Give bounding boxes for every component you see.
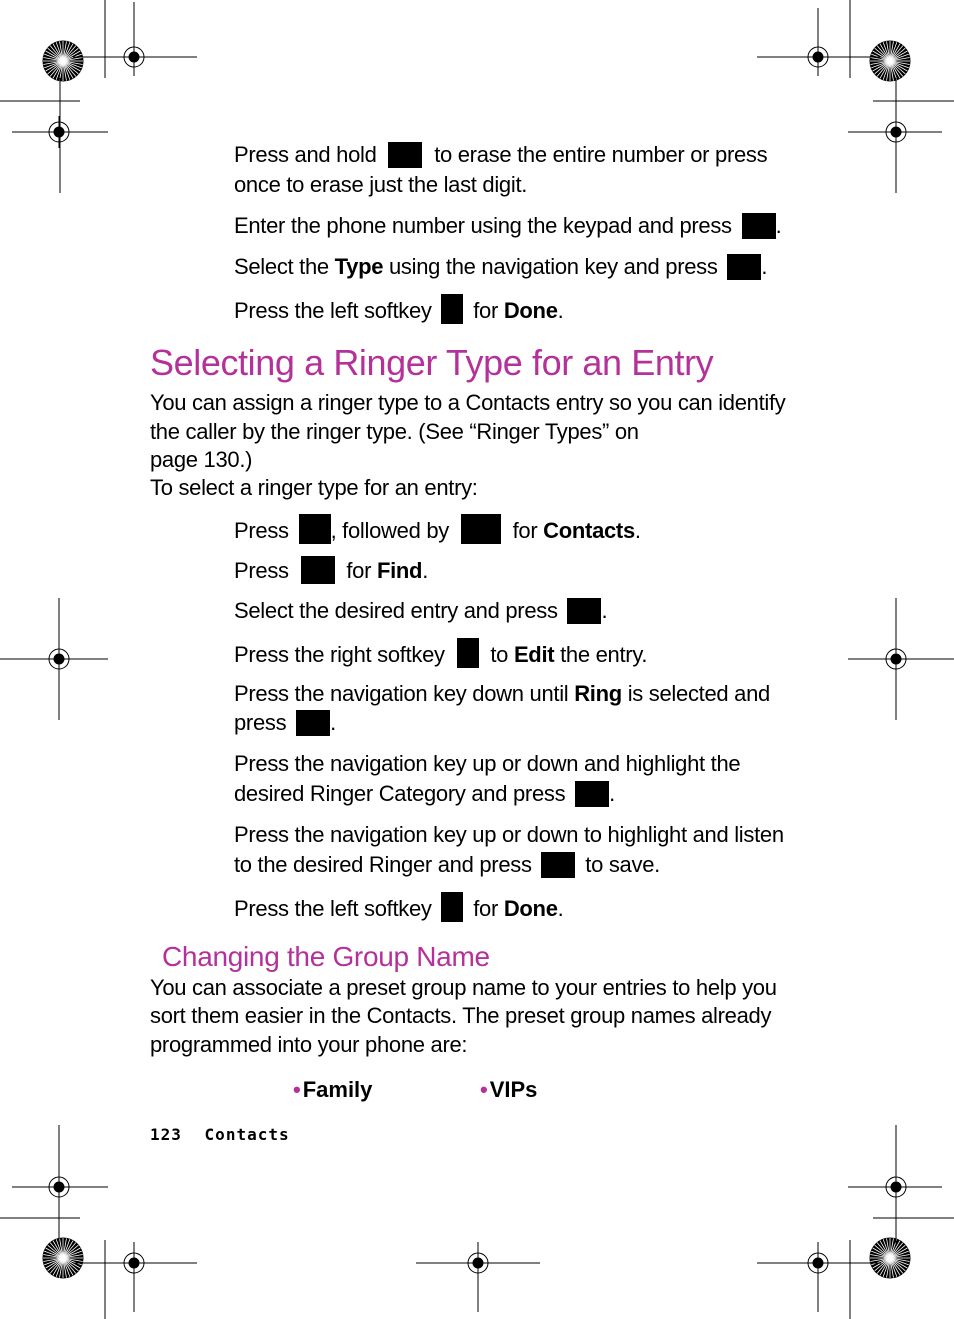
step-done-2 (234, 892, 563, 923)
step-select-entry (234, 597, 607, 625)
step-erase (234, 141, 767, 169)
group-para-2: sort them easier in the Contacts. The preset group names already (150, 1003, 772, 1028)
step-category: Press the navigation key up or down and highlight the (234, 751, 741, 776)
step-text: to (490, 642, 509, 667)
step-done (234, 294, 563, 325)
step-keyword: Ring (574, 681, 622, 706)
step-text: . (422, 558, 429, 583)
step-text: Enter the phone number using the keypad and press (234, 213, 732, 238)
ok-key-icon (727, 254, 761, 280)
step-ringer: Press the navigation key up or down to highlight and listen (234, 822, 784, 847)
step-text: to erase the entire number or press (434, 142, 768, 167)
ok-key-icon (575, 781, 609, 807)
chapter-name: Contacts (204, 1125, 290, 1144)
step-text: for (473, 298, 499, 323)
step-text: is selected and (627, 681, 770, 706)
menu-key-icon (299, 514, 331, 544)
step-edit (234, 638, 647, 669)
step-text: for (473, 896, 499, 921)
left-softkey-icon (441, 294, 463, 324)
ok-key-icon (742, 213, 776, 239)
step-find (234, 556, 428, 585)
page-number: 123 (150, 1125, 182, 1144)
ok-key-icon (296, 710, 330, 736)
step-keyword: Find (376, 558, 423, 583)
right-softkey-icon (457, 638, 479, 668)
step-category-cont (234, 780, 615, 808)
bullet-icon: • (293, 1077, 301, 1102)
step-text: desired Ringer Category and press (234, 781, 566, 806)
step-keyword: Done (503, 896, 558, 921)
step-text: , followed by (330, 518, 449, 543)
step-text: . (330, 710, 336, 735)
bullet-item (480, 1076, 537, 1104)
step-ring (234, 680, 770, 708)
group-para-3: programmed into your phone are: (150, 1032, 468, 1057)
step-text: . (761, 254, 768, 279)
step-text: for (512, 518, 538, 543)
ok-key-icon (567, 598, 601, 624)
step-text: the entry. (560, 642, 648, 667)
step-text: . (557, 298, 564, 323)
bullet-label: VIPs (489, 1077, 538, 1102)
page-footer (150, 1125, 290, 1144)
subsection-title: Changing the Group Name (162, 941, 490, 972)
step-text: using the navigation key and press (388, 254, 718, 279)
intro-line-1: You can assign a ringer type to a Contacts entry so you can identify (150, 390, 786, 415)
step-ring-cont (234, 709, 336, 737)
section-title: Selecting a Ringer Type for an Entry (150, 342, 714, 383)
step-text: Select the (234, 254, 329, 279)
step-keyword: Edit (513, 642, 555, 667)
step-keyword: Done (503, 298, 558, 323)
intro-line-3: page 130.) (150, 447, 253, 472)
step-text: Press the left softkey (234, 298, 432, 323)
group-para-1: You can associate a preset group name to your entries to help you (150, 975, 777, 1000)
left-softkey-icon (441, 892, 463, 922)
bullet-label: Family (302, 1077, 373, 1102)
step-text: . (601, 598, 608, 623)
step-text: press (234, 710, 287, 735)
step-text: . (775, 213, 782, 238)
step-erase-cont: once to erase just the last digit. (234, 172, 528, 197)
step-text: . (557, 896, 564, 921)
bullet-item (293, 1076, 372, 1104)
bullet-icon: • (480, 1077, 488, 1102)
find-key-icon (301, 556, 335, 584)
ok-key-icon (541, 852, 575, 878)
step-text: to the desired Ringer and press (234, 852, 532, 877)
contacts-key-icon (461, 514, 501, 544)
step-enter-number (234, 212, 781, 240)
step-text: Press (234, 518, 289, 543)
step-keyword: Contacts (543, 518, 635, 543)
intro-line-4: To select a ringer type for an entry: (150, 475, 478, 500)
step-text: Press and hold (234, 142, 377, 167)
step-text: Press the navigation key down until (234, 681, 569, 706)
step-text: for (346, 558, 372, 583)
step-keyword: Type (334, 254, 384, 279)
step-text: Press the left softkey (234, 896, 432, 921)
step-select-type (234, 253, 767, 281)
intro-line-2: the caller by the ringer type. (See “Ringer Types” on (150, 419, 639, 444)
step-text: Press (234, 558, 289, 583)
step-ringer-cont (234, 851, 660, 879)
clear-key-icon (388, 142, 422, 168)
step-text: Select the desired entry and press (234, 598, 558, 623)
step-text: . (609, 781, 615, 806)
step-open-contacts (234, 514, 641, 545)
step-text: Press the right softkey (234, 642, 445, 667)
step-text: . (634, 518, 641, 543)
step-text: to save. (585, 852, 660, 877)
